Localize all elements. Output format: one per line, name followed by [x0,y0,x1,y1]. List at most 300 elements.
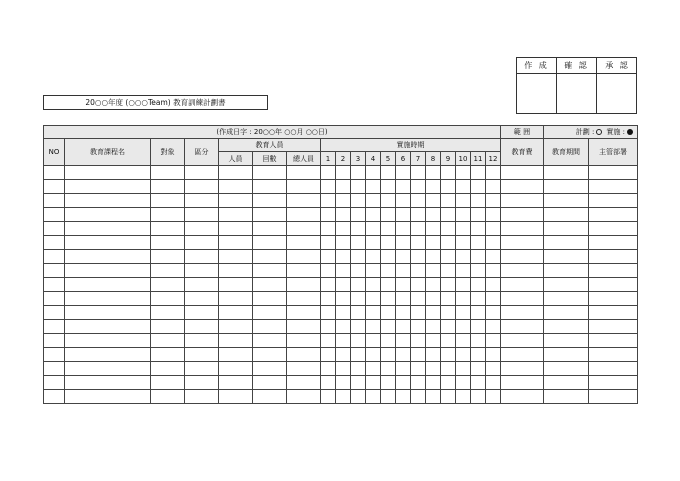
cell-cost[interactable] [501,194,544,208]
cell-duration[interactable] [544,208,589,222]
cell-m1[interactable] [321,236,336,250]
cell-m10[interactable] [456,264,471,278]
cell-dept[interactable] [589,194,638,208]
cell-m2[interactable] [336,236,351,250]
cell-m6[interactable] [396,334,411,348]
cell-total[interactable] [287,292,321,306]
cell-dept[interactable] [589,278,638,292]
cell-m1[interactable] [321,222,336,236]
cell-staff[interactable] [219,222,253,236]
cell-m3[interactable] [351,208,366,222]
cell-cost[interactable] [501,334,544,348]
cell-m9[interactable] [441,390,456,404]
cell-m1[interactable] [321,208,336,222]
cell-cost[interactable] [501,320,544,334]
cell-m4[interactable] [366,180,381,194]
cell-m12[interactable] [486,166,501,180]
cell-m12[interactable] [486,334,501,348]
cell-course[interactable] [65,362,151,376]
cell-duration[interactable] [544,264,589,278]
cell-m7[interactable] [411,264,426,278]
cell-m7[interactable] [411,320,426,334]
cell-category[interactable] [185,334,219,348]
cell-m3[interactable] [351,292,366,306]
cell-m8[interactable] [426,362,441,376]
cell-no[interactable] [44,180,65,194]
cell-cost[interactable] [501,166,544,180]
cell-dept[interactable] [589,236,638,250]
cell-m9[interactable] [441,292,456,306]
cell-m4[interactable] [366,278,381,292]
cell-cost[interactable] [501,236,544,250]
cell-count[interactable] [253,278,287,292]
cell-count[interactable] [253,166,287,180]
cell-duration[interactable] [544,376,589,390]
cell-m11[interactable] [471,334,486,348]
cell-m2[interactable] [336,306,351,320]
cell-m6[interactable] [396,250,411,264]
cell-target[interactable] [151,180,185,194]
cell-m5[interactable] [381,278,396,292]
cell-m6[interactable] [396,222,411,236]
cell-m8[interactable] [426,208,441,222]
cell-m9[interactable] [441,236,456,250]
cell-m12[interactable] [486,362,501,376]
cell-m5[interactable] [381,390,396,404]
cell-staff[interactable] [219,166,253,180]
cell-cost[interactable] [501,348,544,362]
cell-dept[interactable] [589,292,638,306]
cell-duration[interactable] [544,292,589,306]
cell-staff[interactable] [219,292,253,306]
cell-m3[interactable] [351,334,366,348]
cell-m5[interactable] [381,348,396,362]
cell-total[interactable] [287,306,321,320]
cell-m5[interactable] [381,250,396,264]
cell-m2[interactable] [336,390,351,404]
cell-m7[interactable] [411,334,426,348]
cell-target[interactable] [151,348,185,362]
cell-m4[interactable] [366,348,381,362]
cell-m12[interactable] [486,306,501,320]
cell-course[interactable] [65,334,151,348]
cell-no[interactable] [44,236,65,250]
cell-m8[interactable] [426,320,441,334]
cell-duration[interactable] [544,306,589,320]
cell-cost[interactable] [501,306,544,320]
cell-no[interactable] [44,376,65,390]
cell-m1[interactable] [321,306,336,320]
cell-m6[interactable] [396,390,411,404]
cell-m10[interactable] [456,334,471,348]
cell-target[interactable] [151,320,185,334]
cell-staff[interactable] [219,348,253,362]
cell-m6[interactable] [396,306,411,320]
cell-course[interactable] [65,236,151,250]
cell-no[interactable] [44,222,65,236]
cell-m12[interactable] [486,278,501,292]
cell-course[interactable] [65,278,151,292]
cell-m6[interactable] [396,264,411,278]
cell-m9[interactable] [441,320,456,334]
cell-course[interactable] [65,376,151,390]
cell-staff[interactable] [219,376,253,390]
cell-course[interactable] [65,166,151,180]
cell-staff[interactable] [219,278,253,292]
cell-m2[interactable] [336,362,351,376]
cell-m8[interactable] [426,334,441,348]
cell-m10[interactable] [456,250,471,264]
cell-m12[interactable] [486,292,501,306]
cell-m12[interactable] [486,348,501,362]
cell-target[interactable] [151,376,185,390]
cell-dept[interactable] [589,180,638,194]
cell-m6[interactable] [396,362,411,376]
cell-m11[interactable] [471,320,486,334]
cell-m2[interactable] [336,250,351,264]
cell-dept[interactable] [589,306,638,320]
cell-category[interactable] [185,194,219,208]
cell-count[interactable] [253,236,287,250]
cell-m6[interactable] [396,376,411,390]
cell-m7[interactable] [411,250,426,264]
cell-duration[interactable] [544,334,589,348]
cell-m5[interactable] [381,362,396,376]
cell-m5[interactable] [381,292,396,306]
cell-course[interactable] [65,208,151,222]
cell-staff[interactable] [219,390,253,404]
cell-m12[interactable] [486,376,501,390]
cell-category[interactable] [185,348,219,362]
cell-total[interactable] [287,390,321,404]
cell-m1[interactable] [321,348,336,362]
cell-m8[interactable] [426,194,441,208]
cell-m5[interactable] [381,334,396,348]
cell-dept[interactable] [589,390,638,404]
cell-m3[interactable] [351,222,366,236]
cell-course[interactable] [65,306,151,320]
cell-total[interactable] [287,250,321,264]
cell-staff[interactable] [219,334,253,348]
cell-m10[interactable] [456,390,471,404]
cell-m12[interactable] [486,222,501,236]
cell-m9[interactable] [441,250,456,264]
cell-m10[interactable] [456,362,471,376]
cell-total[interactable] [287,376,321,390]
cell-m2[interactable] [336,334,351,348]
cell-m5[interactable] [381,180,396,194]
cell-m10[interactable] [456,222,471,236]
cell-category[interactable] [185,362,219,376]
cell-target[interactable] [151,166,185,180]
cell-m7[interactable] [411,306,426,320]
cell-dept[interactable] [589,222,638,236]
cell-count[interactable] [253,292,287,306]
cell-m6[interactable] [396,208,411,222]
cell-target[interactable] [151,278,185,292]
cell-m7[interactable] [411,194,426,208]
cell-total[interactable] [287,208,321,222]
cell-no[interactable] [44,208,65,222]
cell-m4[interactable] [366,194,381,208]
cell-duration[interactable] [544,278,589,292]
cell-course[interactable] [65,194,151,208]
cell-m3[interactable] [351,278,366,292]
cell-staff[interactable] [219,208,253,222]
cell-m11[interactable] [471,390,486,404]
cell-course[interactable] [65,264,151,278]
cell-no[interactable] [44,264,65,278]
cell-m2[interactable] [336,292,351,306]
cell-m2[interactable] [336,348,351,362]
cell-category[interactable] [185,250,219,264]
cell-dept[interactable] [589,376,638,390]
cell-category[interactable] [185,208,219,222]
cell-m4[interactable] [366,292,381,306]
cell-category[interactable] [185,180,219,194]
cell-count[interactable] [253,222,287,236]
cell-m5[interactable] [381,166,396,180]
cell-m6[interactable] [396,320,411,334]
cell-count[interactable] [253,390,287,404]
cell-category[interactable] [185,306,219,320]
cell-m4[interactable] [366,166,381,180]
cell-m1[interactable] [321,166,336,180]
cell-m7[interactable] [411,390,426,404]
cell-duration[interactable] [544,362,589,376]
cell-m5[interactable] [381,264,396,278]
cell-course[interactable] [65,180,151,194]
cell-m11[interactable] [471,376,486,390]
cell-target[interactable] [151,306,185,320]
cell-m8[interactable] [426,264,441,278]
cell-m10[interactable] [456,236,471,250]
cell-no[interactable] [44,390,65,404]
cell-category[interactable] [185,390,219,404]
cell-m7[interactable] [411,180,426,194]
cell-m11[interactable] [471,348,486,362]
cell-m11[interactable] [471,362,486,376]
cell-m1[interactable] [321,292,336,306]
cell-target[interactable] [151,264,185,278]
cell-m4[interactable] [366,250,381,264]
cell-m10[interactable] [456,292,471,306]
cell-m12[interactable] [486,320,501,334]
cell-count[interactable] [253,376,287,390]
cell-m5[interactable] [381,320,396,334]
cell-dept[interactable] [589,362,638,376]
cell-staff[interactable] [219,250,253,264]
cell-cost[interactable] [501,250,544,264]
cell-course[interactable] [65,292,151,306]
cell-m9[interactable] [441,306,456,320]
cell-m4[interactable] [366,390,381,404]
cell-m2[interactable] [336,320,351,334]
cell-duration[interactable] [544,250,589,264]
cell-total[interactable] [287,264,321,278]
cell-m3[interactable] [351,166,366,180]
cell-m8[interactable] [426,306,441,320]
cell-m3[interactable] [351,180,366,194]
cell-m1[interactable] [321,250,336,264]
cell-m3[interactable] [351,306,366,320]
cell-cost[interactable] [501,362,544,376]
cell-target[interactable] [151,390,185,404]
cell-m4[interactable] [366,208,381,222]
cell-course[interactable] [65,390,151,404]
cell-duration[interactable] [544,348,589,362]
cell-m11[interactable] [471,180,486,194]
cell-category[interactable] [185,236,219,250]
cell-m8[interactable] [426,180,441,194]
cell-staff[interactable] [219,236,253,250]
cell-m10[interactable] [456,376,471,390]
cell-m11[interactable] [471,194,486,208]
cell-cost[interactable] [501,376,544,390]
cell-m6[interactable] [396,348,411,362]
cell-m12[interactable] [486,236,501,250]
cell-total[interactable] [287,222,321,236]
cell-total[interactable] [287,180,321,194]
cell-dept[interactable] [589,208,638,222]
cell-dept[interactable] [589,250,638,264]
cell-m10[interactable] [456,320,471,334]
cell-m5[interactable] [381,236,396,250]
cell-m12[interactable] [486,390,501,404]
cell-m11[interactable] [471,166,486,180]
cell-course[interactable] [65,222,151,236]
cell-category[interactable] [185,278,219,292]
cell-count[interactable] [253,264,287,278]
cell-m5[interactable] [381,306,396,320]
cell-cost[interactable] [501,222,544,236]
cell-dept[interactable] [589,166,638,180]
cell-target[interactable] [151,222,185,236]
cell-m4[interactable] [366,306,381,320]
cell-m7[interactable] [411,362,426,376]
cell-m5[interactable] [381,208,396,222]
cell-staff[interactable] [219,194,253,208]
cell-m12[interactable] [486,180,501,194]
cell-m8[interactable] [426,390,441,404]
cell-m11[interactable] [471,222,486,236]
cell-m10[interactable] [456,208,471,222]
cell-m11[interactable] [471,208,486,222]
cell-m1[interactable] [321,320,336,334]
cell-m10[interactable] [456,306,471,320]
cell-m9[interactable] [441,208,456,222]
cell-m8[interactable] [426,250,441,264]
cell-m1[interactable] [321,334,336,348]
cell-course[interactable] [65,250,151,264]
cell-m7[interactable] [411,236,426,250]
cell-m1[interactable] [321,278,336,292]
cell-m3[interactable] [351,264,366,278]
cell-total[interactable] [287,334,321,348]
cell-count[interactable] [253,250,287,264]
cell-m3[interactable] [351,348,366,362]
cell-m3[interactable] [351,320,366,334]
approval-cell-confirm[interactable] [557,58,597,113]
cell-cost[interactable] [501,292,544,306]
cell-m6[interactable] [396,292,411,306]
cell-count[interactable] [253,320,287,334]
cell-m9[interactable] [441,222,456,236]
cell-cost[interactable] [501,264,544,278]
cell-count[interactable] [253,334,287,348]
cell-m8[interactable] [426,222,441,236]
cell-m3[interactable] [351,250,366,264]
cell-m6[interactable] [396,194,411,208]
cell-m11[interactable] [471,236,486,250]
cell-m1[interactable] [321,194,336,208]
cell-dept[interactable] [589,320,638,334]
cell-m2[interactable] [336,278,351,292]
cell-cost[interactable] [501,180,544,194]
cell-m9[interactable] [441,376,456,390]
cell-duration[interactable] [544,320,589,334]
cell-no[interactable] [44,320,65,334]
cell-no[interactable] [44,194,65,208]
cell-duration[interactable] [544,180,589,194]
cell-m9[interactable] [441,348,456,362]
cell-no[interactable] [44,250,65,264]
cell-m10[interactable] [456,348,471,362]
cell-m2[interactable] [336,194,351,208]
cell-m1[interactable] [321,264,336,278]
cell-no[interactable] [44,166,65,180]
cell-m7[interactable] [411,222,426,236]
cell-target[interactable] [151,362,185,376]
cell-m8[interactable] [426,236,441,250]
cell-category[interactable] [185,166,219,180]
cell-m3[interactable] [351,236,366,250]
cell-course[interactable] [65,320,151,334]
cell-m2[interactable] [336,222,351,236]
cell-course[interactable] [65,348,151,362]
cell-m12[interactable] [486,264,501,278]
cell-target[interactable] [151,292,185,306]
cell-m9[interactable] [441,334,456,348]
cell-m10[interactable] [456,166,471,180]
cell-m9[interactable] [441,362,456,376]
cell-duration[interactable] [544,236,589,250]
cell-m3[interactable] [351,376,366,390]
approval-cell-approve[interactable] [597,58,638,113]
cell-category[interactable] [185,264,219,278]
cell-m7[interactable] [411,278,426,292]
cell-category[interactable] [185,320,219,334]
cell-count[interactable] [253,362,287,376]
cell-m7[interactable] [411,292,426,306]
cell-m7[interactable] [411,166,426,180]
cell-staff[interactable] [219,264,253,278]
cell-staff[interactable] [219,180,253,194]
cell-count[interactable] [253,180,287,194]
cell-m6[interactable] [396,166,411,180]
cell-target[interactable] [151,194,185,208]
cell-total[interactable] [287,194,321,208]
cell-category[interactable] [185,376,219,390]
cell-no[interactable] [44,292,65,306]
cell-m8[interactable] [426,278,441,292]
cell-no[interactable] [44,334,65,348]
cell-m9[interactable] [441,194,456,208]
cell-m2[interactable] [336,166,351,180]
cell-m2[interactable] [336,208,351,222]
cell-m11[interactable] [471,278,486,292]
cell-cost[interactable] [501,278,544,292]
